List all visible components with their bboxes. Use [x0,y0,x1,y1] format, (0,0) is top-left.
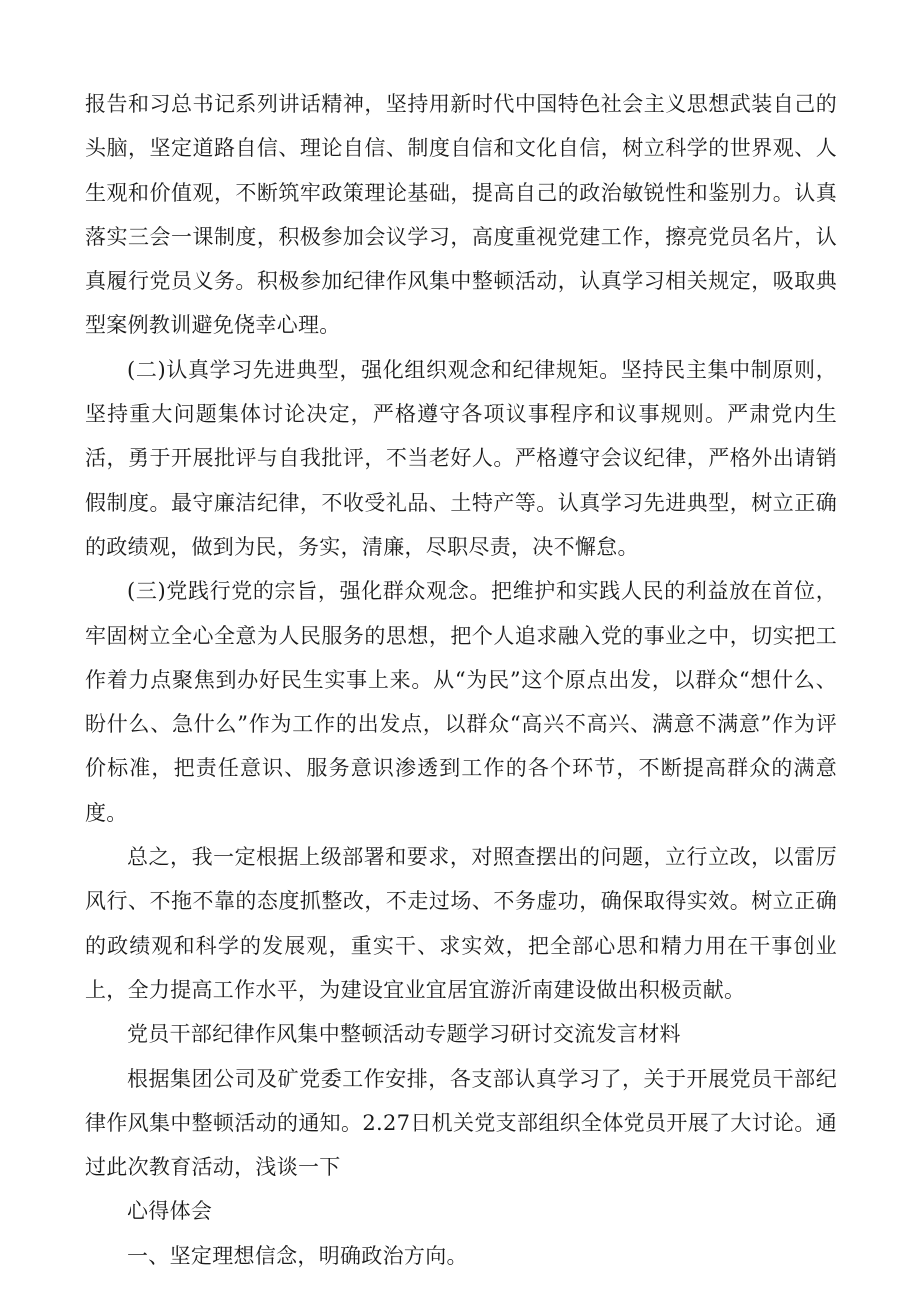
paragraph-continuation: 报告和习总书记系列讲话精神，坚持用新时代中国特色社会主义思想武装自己的头脑，坚定道路自信、理论自信、制度自信和文化自信，树立科学的世界观、人生观和价值观，不断筑牢政策理论基础，提高自己的政治敏锐性和鉴别力。认真落实三会一课制度，积极参加会议学习，高度重视党建工作，擦亮党员名片，认真履行党员义务。积极参加纪律作风集中整顿活动，认真学习相关规定，吸取典型案例教训避免侥幸心理。 [85,92,837,338]
paragraph-conclusion: 总之，我一定根据上级部署和要求，对照查摆出的问题，立行立改，以雷厉风行、不拖不靠的态度抓整改，不走过场、不务虚功，确保取得实效。树立正确的政绩观和科学的发展观，重实干、求实效，把全部心思和精力用在干事创业上，全力提高工作水平，为建设宜业宜居宜游沂南建设做出积极贡献。 [85,845,837,1002]
paragraph-intro: 根据集团公司及矿党委工作安排，各支部认真学习了，关于开展党员干部纪律作风集中整顿活动的通知。2.27日机关党支部组织全体党员开展了大讨论。通过此次教育活动，浅谈一下 [85,1066,837,1180]
paragraph-section-two: (二)认真学习先进典型，强化组织观念和纪律规矩。坚持民主集中制原则，坚持重大问题集体讨论决定，严格遵守各项议事程序和议事规则。严肃党内生活，勇于开展批评与自我批评，不当老好人。严格遵守会议纪律，严格外出请销假制度。最守廉洁纪律，不收受礼品、土特产等。认真学习先进典型，树立正确的政绩观，做到为民，务实，清廉，尽职尽责，决不懈怠。 [85,357,837,559]
document-body [85,82,837,1278]
document-heading: 党员干部纪律作风集中整顿活动专题学习研讨交流发言材料 [127,1022,681,1047]
paragraph-subheading: 心得体会 [127,1199,213,1224]
section-heading-one: 一、坚定理想信念，明确政治方向。 [127,1243,468,1268]
paragraph-section-three: (三)党践行党的宗旨，强化群众观念。把维护和实践人民的利益放在首位，牢固树立全心全意为人民服务的思想，把个人追求融入党的事业之中，切实把工作着力点聚焦到办好民生实事上来。从“为民”这个原点出发，以群众“想什么、盼什么、急什么”作为工作的出发点，以群众“高兴不高兴、满意不满意”作为评价标准，把责任意识、服务意识渗透到工作的各个环节，不断提高群众的满意度。 [85,579,837,825]
